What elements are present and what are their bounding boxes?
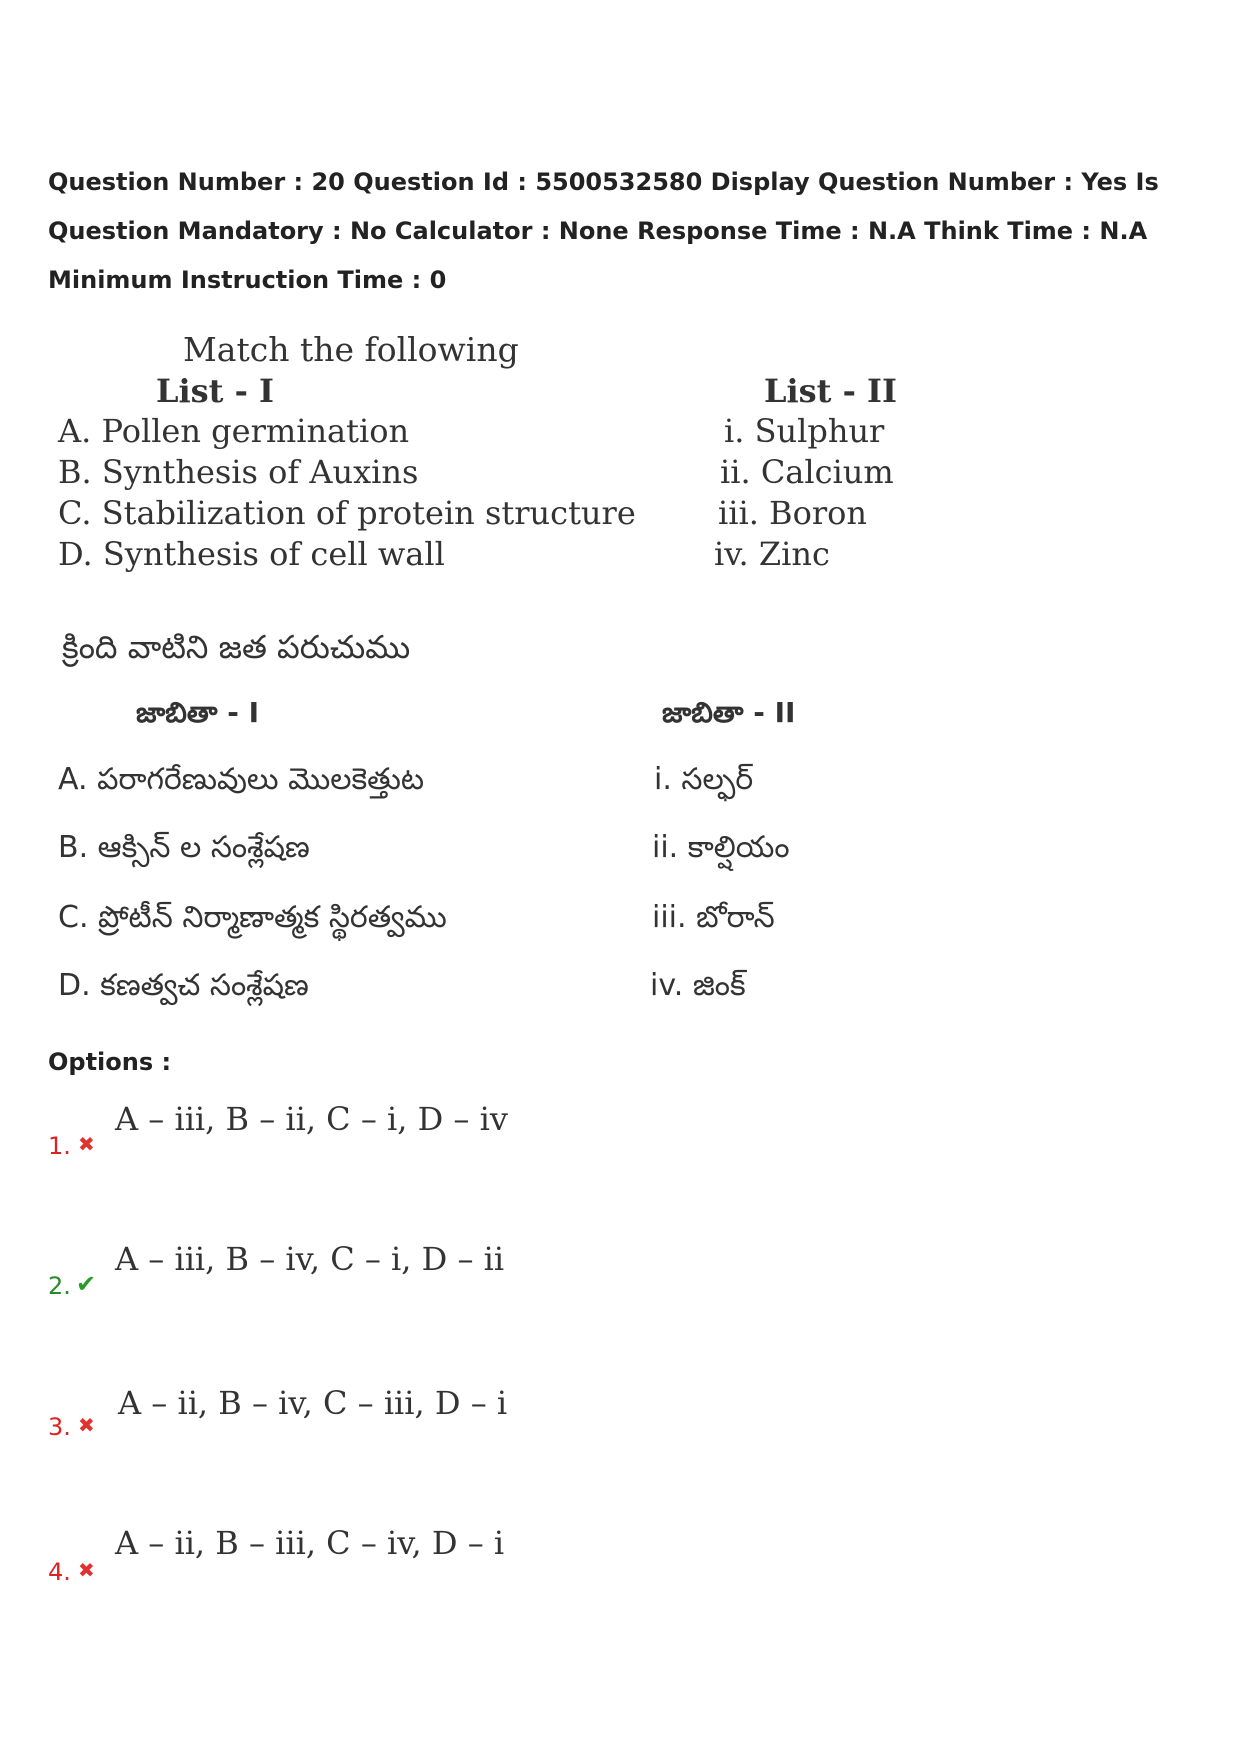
list1-item-en: B. Synthesis of Auxins [58, 453, 419, 491]
check-icon: ✔ [76, 1270, 97, 1298]
list2-item-te: iv. జింక్ [650, 968, 746, 1003]
list1-item-te: B. ఆక్సిన్ ల సంశ్లేషణ [58, 830, 310, 865]
cross-icon: ✖ [78, 1413, 95, 1437]
list1-item-te: A. పరాగరేణువులు మొలకెత్తుట [58, 762, 425, 797]
cross-icon: ✖ [78, 1558, 95, 1582]
list1-item-en: D. Synthesis of cell wall [58, 535, 445, 573]
list1-item-te: D. కణత్వచ సంశ్లేషణ [58, 968, 309, 1003]
option-number: 3. [48, 1413, 71, 1441]
list2-item-en: i. Sulphur [724, 412, 885, 450]
list2-item-en: iv. Zinc [714, 535, 830, 573]
list1-heading-en: List - I [156, 372, 274, 410]
list2-item-te: i. సల్ఫర్ [654, 762, 754, 797]
option-text: A – ii, B – iv, C – iii, D – i [118, 1384, 508, 1422]
cross-icon: ✖ [78, 1132, 95, 1156]
question-meta: Question Number : 20 Question Id : 5500532580 Display Question Number : Yes Is Question Mandatory : No Calculator : None Response Time : N.A Think Time : N.A Minimum Instruction Time : 0 [48, 168, 1159, 294]
list1-item-te: C. ప్రోటీన్ నిర్మాణాత్మక స్థిరత్వము [58, 900, 447, 935]
list2-item-te: ii. కాల్షియం [652, 830, 790, 865]
option-text: A – iii, B – ii, C – i, D – iv [115, 1100, 508, 1138]
list2-heading-en: List - II [764, 372, 897, 410]
list1-item-en: A. Pollen germination [58, 412, 410, 450]
option-text: A – iii, B – iv, C – i, D – ii [115, 1240, 505, 1278]
question-title-te: క్రింది వాటిని జత పరుచుము [62, 628, 411, 666]
options-label: Options : [48, 1048, 172, 1076]
option-number: 1. [48, 1132, 71, 1160]
list1-heading-te: జాబితా - I [136, 696, 260, 729]
question-title-en: Match the following [183, 330, 519, 369]
list2-heading-te: జాబితా - II [662, 696, 796, 729]
list1-item-en: C. Stabilization of protein structure [58, 494, 636, 532]
list2-item-en: iii. Boron [718, 494, 867, 532]
list2-item-te: iii. బోరాన్ [652, 900, 775, 935]
option-text: A – ii, B – iii, C – iv, D – i [115, 1524, 505, 1562]
list2-item-en: ii. Calcium [720, 453, 894, 491]
option-number: 4. [48, 1558, 71, 1586]
option-number: 2. [48, 1272, 71, 1300]
